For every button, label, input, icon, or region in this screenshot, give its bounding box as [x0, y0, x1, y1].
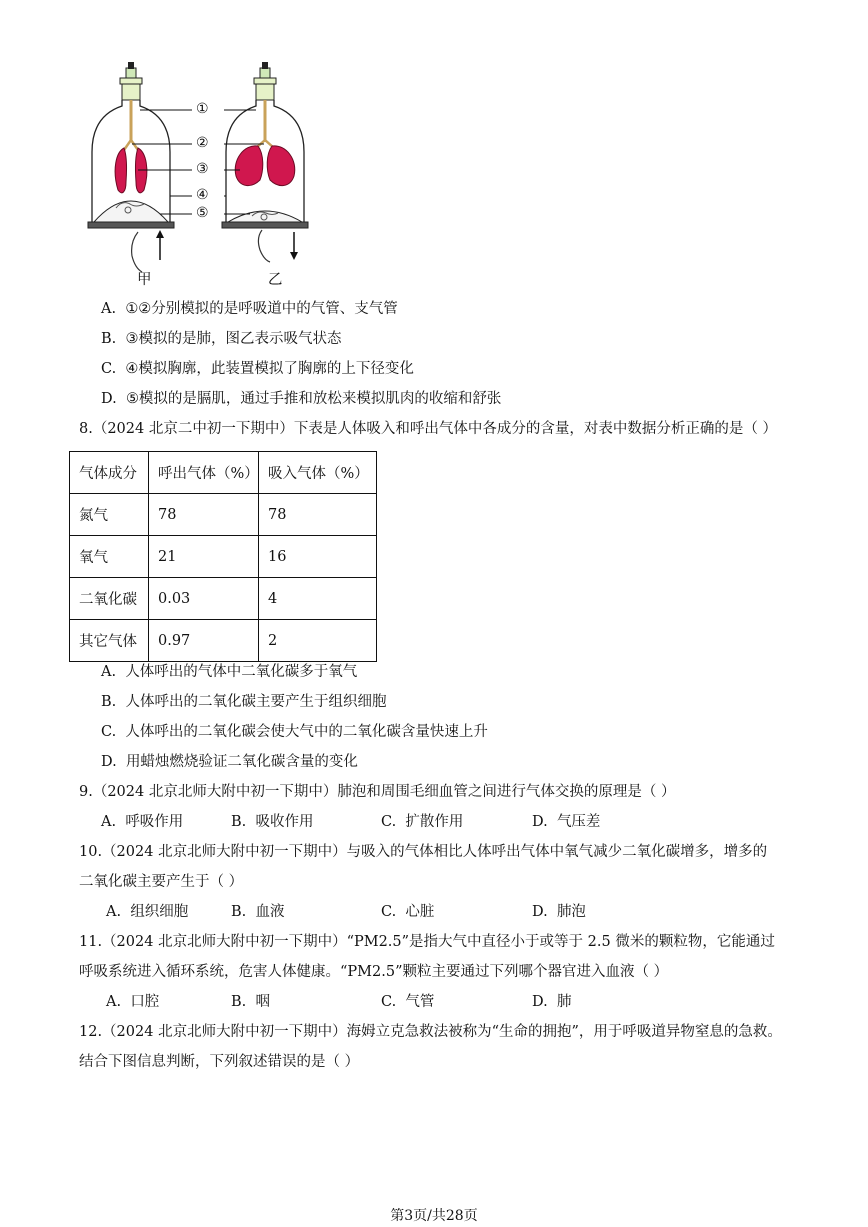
option-text: 心脏	[405, 904, 435, 920]
q8-stem: 8.（2024 北京二中初一下期中）下表是人体吸入和呼出气体中各成分的含量，对表中数据分析正确的是（ ）	[79, 421, 777, 437]
q8-option-b	[101, 692, 386, 712]
table-row	[70, 620, 377, 662]
option-letter: D.	[532, 904, 548, 920]
option-letter: D.	[101, 391, 117, 407]
option-text: 吸收作用	[255, 814, 314, 830]
table-cell: 4	[259, 578, 377, 620]
q7-option-b	[101, 329, 341, 349]
table-cell: 氮气	[70, 494, 149, 536]
option-text: 人体呼出的二氧化碳会使大气中的二氧化碳含量快速上升	[125, 724, 488, 740]
option-text: 呼吸作用	[125, 814, 184, 830]
q11-option-c	[381, 992, 434, 1012]
q10-stem-line2: 二氧化碳主要产生于（ ）	[79, 874, 244, 890]
table-cell: 78	[259, 494, 377, 536]
q9-stem: 9.（2024 北京北师大附中初一下期中）肺泡和周围毛细血管之间进行气体交换的原理是（ ）	[79, 784, 676, 800]
option-text: 气管	[405, 994, 435, 1010]
table-cell: 16	[259, 536, 377, 578]
q8-option-a	[101, 662, 357, 682]
q11-option-d	[532, 992, 571, 1012]
option-letter: B.	[231, 994, 247, 1010]
table-header-row	[70, 452, 377, 494]
bell-jar-lung-model-figure	[80, 62, 370, 292]
q11-stem-line2: 呼吸系统进入循环系统，危害人体健康。“PM2.5”颗粒主要通过下列哪个器官进入血液（ ）	[79, 964, 669, 980]
q9-option-c	[381, 812, 463, 832]
option-letter: B.	[231, 814, 247, 830]
figure-label-right: 乙	[268, 272, 283, 288]
q10-option-c	[381, 902, 434, 922]
q11-option-b	[231, 992, 270, 1012]
table-cell: 0.97	[149, 620, 259, 662]
callout-4: ④	[196, 187, 209, 203]
gas-composition-table	[69, 451, 377, 662]
option-letter: A.	[101, 814, 117, 830]
option-letter: B.	[101, 694, 117, 710]
option-text: 血液	[255, 904, 285, 920]
table-cell: 21	[149, 536, 259, 578]
page-number-footer: 第3页/共28页	[390, 1208, 478, 1224]
table-header-cell: 吸入气体（%）	[259, 452, 377, 494]
q7-option-a	[101, 299, 398, 319]
option-letter: C.	[101, 724, 117, 740]
option-text: 气压差	[556, 814, 601, 830]
table-row	[70, 494, 377, 536]
option-letter: A.	[106, 994, 122, 1010]
q10-option-a	[106, 902, 188, 922]
q12-stem-line2: 结合下图信息判断，下列叙述错误的是（ ）	[79, 1054, 360, 1070]
table-cell: 其它气体	[70, 620, 149, 662]
option-text: 口腔	[130, 994, 160, 1010]
jar-right	[222, 62, 308, 262]
q9-option-d	[532, 812, 600, 832]
option-letter: D.	[532, 814, 548, 830]
table-row	[70, 536, 377, 578]
option-text: ③模拟的是肺，图乙表示吸气状态	[125, 331, 342, 347]
option-text: ⑤模拟的是膈肌，通过手推和放松来模拟肌肉的收缩和舒张	[125, 391, 502, 407]
option-text: 人体呼出的二氧化碳主要产生于组织细胞	[125, 694, 387, 710]
option-text: 扩散作用	[405, 814, 464, 830]
jar-left	[88, 62, 174, 272]
bell-jar-diagram	[80, 62, 370, 292]
table-cell: 0.03	[149, 578, 259, 620]
option-text: 肺泡	[556, 904, 586, 920]
option-letter: A.	[101, 664, 117, 680]
q10-option-b	[231, 902, 284, 922]
option-text: ④模拟胸廓，此装置模拟了胸廓的上下径变化	[125, 361, 414, 377]
q9-option-b	[231, 812, 313, 832]
callout-1: ①	[196, 101, 209, 117]
q9-option-a	[101, 812, 183, 832]
table-cell: 氧气	[70, 536, 149, 578]
table-header-cell: 呼出气体（%）	[149, 452, 259, 494]
option-letter: D.	[101, 754, 117, 770]
option-letter: C.	[381, 994, 397, 1010]
callout-2: ②	[196, 135, 209, 151]
table-row	[70, 578, 377, 620]
q12-stem-line1: 12.（2024 北京北师大附中初一下期中）海姆立克急救法被称为“生命的拥抱”，用于呼吸道异物窒息的急救。	[79, 1024, 782, 1040]
q11-stem-line1: 11.（2024 北京北师大附中初一下期中）“PM2.5”是指大气中直径小于或等于 2.5 微米的颗粒物，它能通过	[79, 934, 775, 950]
table-header-cell: 气体成分	[70, 452, 149, 494]
option-text: 人体呼出的气体中二氧化碳多于氧气	[125, 664, 358, 680]
option-letter: B.	[231, 904, 247, 920]
callout-5: ⑤	[196, 205, 209, 221]
figure-label-left: 甲	[137, 272, 152, 288]
q10-option-d	[532, 902, 586, 922]
table-cell: 2	[259, 620, 377, 662]
option-letter: A.	[106, 904, 122, 920]
q7-option-d	[101, 389, 501, 409]
q8-option-d	[101, 752, 358, 772]
option-letter: C.	[381, 814, 397, 830]
q8-option-c	[101, 722, 488, 742]
option-text: 咽	[255, 994, 270, 1010]
option-letter: C.	[381, 904, 397, 920]
option-text: 组织细胞	[130, 904, 189, 920]
table-cell: 二氧化碳	[70, 578, 149, 620]
option-text: 肺	[556, 994, 572, 1010]
table-cell: 78	[149, 494, 259, 536]
q11-option-a	[106, 992, 159, 1012]
option-letter: B.	[101, 331, 117, 347]
option-text: 用蜡烛燃烧验证二氧化碳含量的变化	[125, 754, 358, 770]
q7-option-c	[101, 359, 414, 379]
option-text: ①②分别模拟的是呼吸道中的气管、支气管	[125, 301, 398, 317]
callout-3: ③	[196, 161, 209, 177]
q10-stem-line1: 10.（2024 北京北师大附中初一下期中）与吸入的气体相比人体呼出气体中氧气减少二氧化碳增多，增多的	[79, 844, 768, 860]
option-letter: C.	[101, 361, 117, 377]
option-letter: A.	[101, 301, 117, 317]
option-letter: D.	[532, 994, 548, 1010]
